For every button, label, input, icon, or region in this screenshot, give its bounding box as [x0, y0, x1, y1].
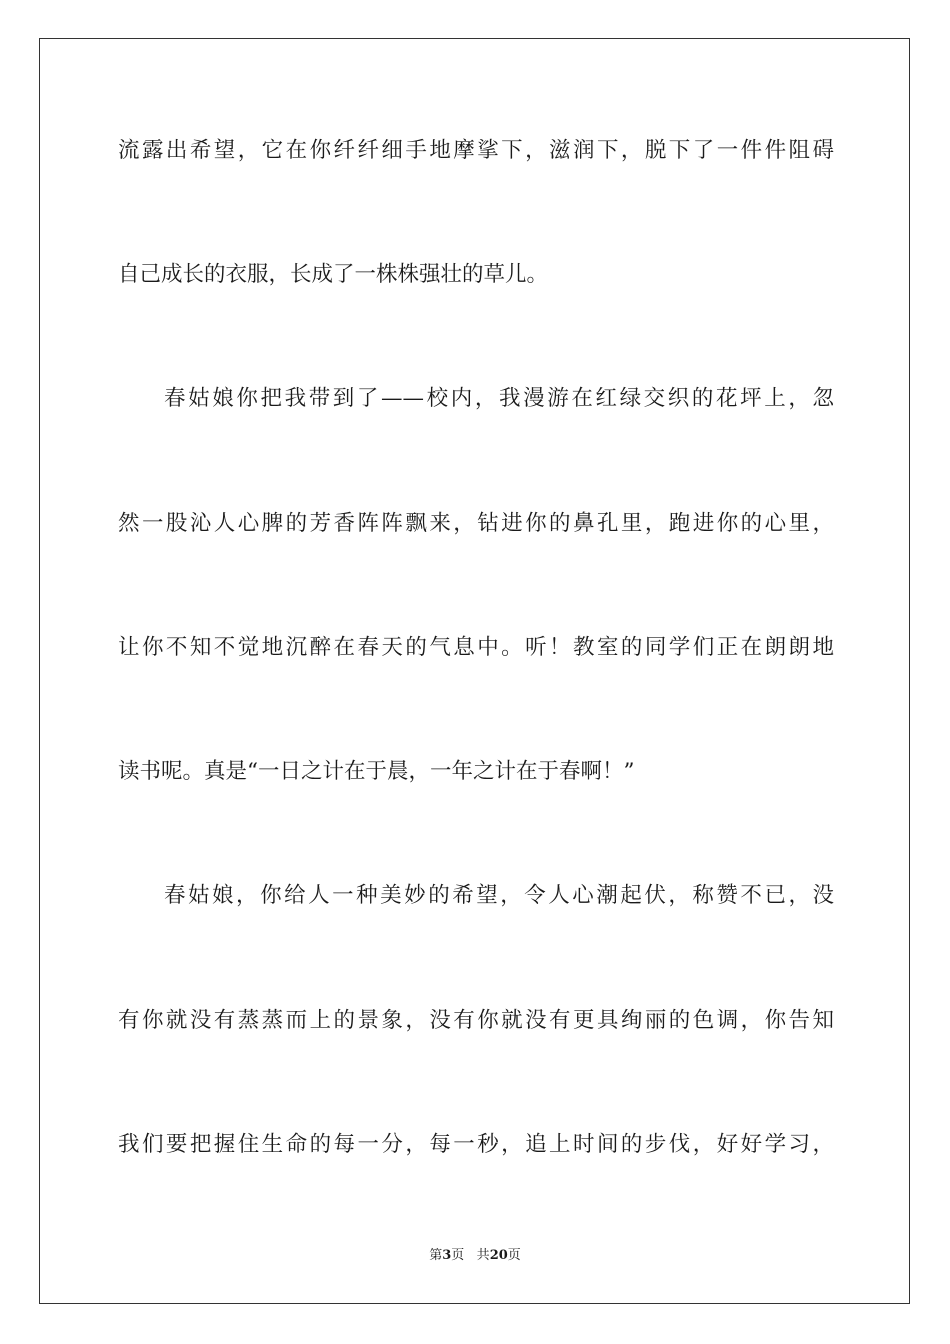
text-line: 然一股沁人心脾的芳香阵阵飘来，钻进你的鼻孔里，跑进你的心里，	[118, 511, 834, 536]
text-line: 自己成长的衣服，长成了一株株强壮的草儿。	[118, 262, 549, 287]
page-prefix: 第	[429, 1248, 443, 1263]
page-suffix: 页	[451, 1248, 465, 1263]
text-line: 有你就没有蒸蒸而上的景象，没有你就没有更具绚丽的色调，你告知	[118, 1008, 834, 1033]
paragraph-first-line: 春姑娘，你给人一种美妙的希望，令人心潮起伏，称赞不已，没	[164, 883, 834, 908]
total-pages: 20	[489, 1248, 508, 1263]
page-footer	[0, 1247, 950, 1265]
page-border	[39, 38, 910, 1304]
total-suffix: 页	[507, 1248, 521, 1263]
page-number: 3	[442, 1248, 452, 1263]
text-line: 读书呢。真是“一日之计在于晨，一年之计在于春啊！”	[118, 759, 635, 784]
text-line: 让你不知不觉地沉醉在春天的气息中。听！教室的同学们正在朗朗地	[118, 635, 834, 660]
text-line: 流露出希望，它在你纤纤细手地摩挲下，滋润下，脱下了一件件阻碍	[118, 138, 834, 163]
paragraph-first-line: 春姑娘你把我带到了——校内，我漫游在红绿交织的花坪上，忽	[164, 386, 834, 411]
total-prefix: 共	[476, 1248, 490, 1263]
text-line: 我们要把握住生命的每一分，每一秒，追上时间的步伐，好好学习，	[118, 1132, 834, 1157]
